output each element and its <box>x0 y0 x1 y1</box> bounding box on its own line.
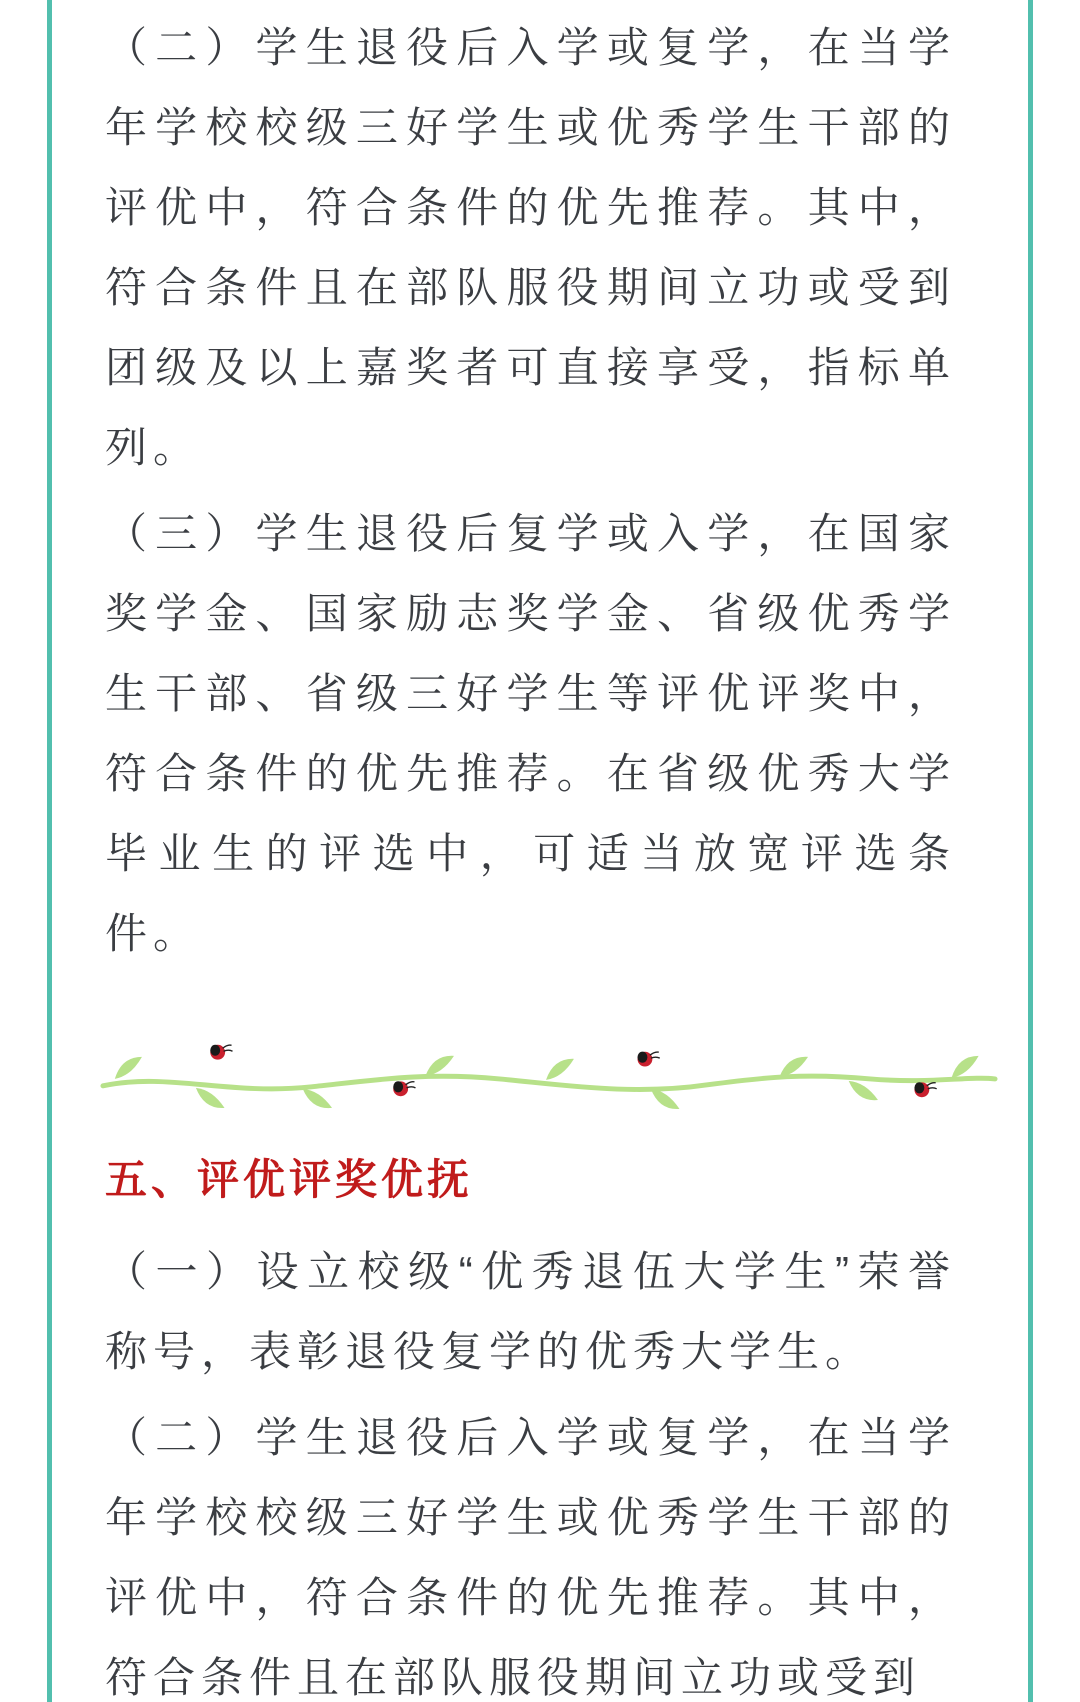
bordered-article-section <box>47 0 1033 1702</box>
ladybug-icon <box>638 1052 660 1067</box>
section-heading: 五、评优评奖优抚 <box>105 1156 474 1203</box>
ladybug-icon <box>393 1081 415 1096</box>
ladybug-icon <box>210 1045 232 1060</box>
paragraph-item-1: （一）设立校级“优秀退伍大学生”荣誉称号，表彰退役复学的优秀大学生。 <box>105 1248 956 1375</box>
ladybug-icon <box>914 1082 936 1097</box>
leaf-icon <box>193 1081 880 1110</box>
paragraph-item-2: （二）学生退役后入学或复学，在当学年学校校级三好学生或优秀学生干部的评优中，符合条件的优先推荐。其中，符合条件且在部队服役期间立功或受到团级及以上嘉奖者可直接享受，指标单列。 <box>105 24 956 471</box>
paragraph-item-2-repeat: （二）学生退役后入学或复学，在当学年学校校级三好学生或优秀学生干部的评优中，符合条件的优先推荐。其中，符合条件且在部队服役期间立功或受到 <box>105 1414 956 1701</box>
vine-ladybug-divider-icon <box>99 1032 999 1112</box>
paragraph-item-3: （三）学生退役后复学或入学，在国家奖学金、国家励志奖学金、省级优秀学生干部、省级三好学生等评优评奖中，符合条件的优先推荐。在省级优秀大学毕业生的评选中，可适当放宽评选条件。 <box>105 510 956 957</box>
